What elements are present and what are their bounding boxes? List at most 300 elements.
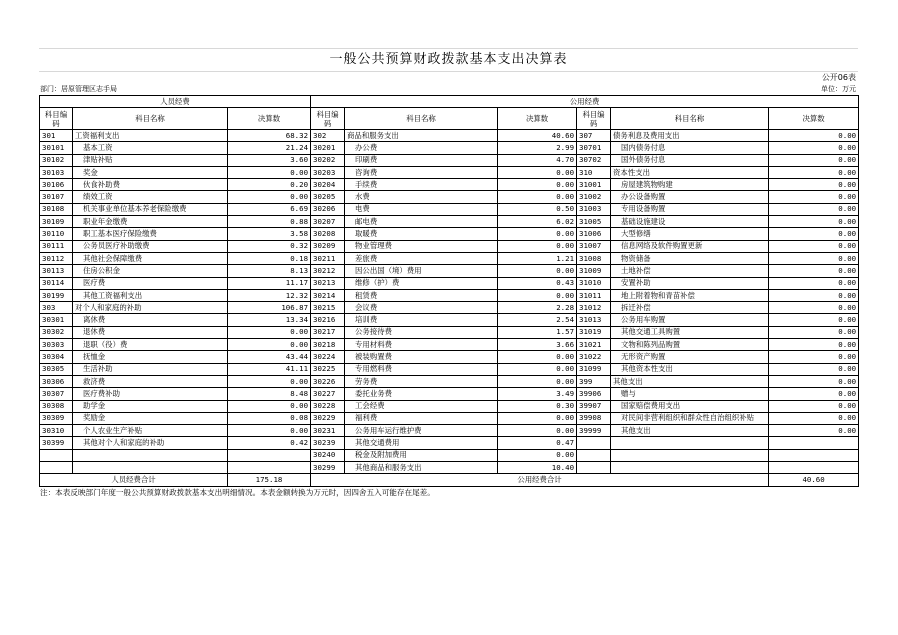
item-code: 30203 — [311, 166, 345, 178]
item-code: 30239 — [311, 437, 345, 449]
item-name: 对民间非营利组织和群众性自治组织补贴 — [611, 412, 769, 424]
item-name: 资本性支出 — [611, 166, 769, 178]
personnel-total-label: 人员经费合计 — [40, 474, 228, 486]
item-code — [40, 462, 73, 474]
item-amount: 0.00 — [498, 166, 577, 178]
item-code: 31008 — [577, 252, 611, 264]
item-name: 专用设备购置 — [611, 203, 769, 215]
item-amount: 0.00 — [498, 265, 577, 277]
item-amount: 0.00 — [769, 400, 859, 412]
item-code: 30227 — [311, 388, 345, 400]
item-code: 30240 — [311, 449, 345, 461]
item-amount: 0.00 — [769, 216, 859, 228]
item-code: 30202 — [311, 154, 345, 166]
item-name: 津贴补贴 — [73, 154, 228, 166]
item-name: 物业管理费 — [345, 240, 498, 252]
item-amount: 1.21 — [498, 252, 577, 264]
item-name: 水费 — [345, 191, 498, 203]
item-amount — [769, 462, 859, 474]
item-name: 其他支出 — [611, 425, 769, 437]
item-code: 30209 — [311, 240, 345, 252]
item-code: 30108 — [40, 203, 73, 215]
item-name: 福利费 — [345, 412, 498, 424]
item-name: 对个人和家庭的补助 — [73, 302, 228, 314]
item-code: 30211 — [311, 252, 345, 264]
item-code: 30208 — [311, 228, 345, 240]
table-row — [40, 289, 859, 301]
item-amount: 0.00 — [769, 142, 859, 154]
item-code: 31007 — [577, 240, 611, 252]
item-name: 机关事业单位基本养老保险缴费 — [73, 203, 228, 215]
item-code: 30302 — [40, 326, 73, 338]
table-row — [40, 351, 859, 363]
table-row — [40, 314, 859, 326]
item-amount: 0.00 — [228, 375, 311, 387]
item-name: 退职（役）费 — [73, 339, 228, 351]
item-amount: 0.32 — [228, 240, 311, 252]
item-name: 手续费 — [345, 179, 498, 191]
item-amount: 0.00 — [498, 363, 577, 375]
item-code: 301 — [40, 130, 73, 142]
item-code: 30225 — [311, 363, 345, 375]
item-code: 30207 — [311, 216, 345, 228]
personnel-group-header: 人员经费 — [40, 96, 311, 108]
item-amount: 3.58 — [228, 228, 311, 240]
item-code: 30701 — [577, 142, 611, 154]
item-code: 30224 — [311, 351, 345, 363]
item-name: 地上附着物和青苗补偿 — [611, 289, 769, 301]
table-row — [40, 400, 859, 412]
item-name: 物资储备 — [611, 252, 769, 264]
item-name: 助学金 — [73, 400, 228, 412]
table-row — [40, 130, 859, 142]
item-amount: 0.00 — [228, 339, 311, 351]
col-header-amount: 决算数 — [769, 108, 859, 130]
item-amount: 43.44 — [228, 351, 311, 363]
item-code: 31011 — [577, 289, 611, 301]
item-amount: 0.00 — [769, 289, 859, 301]
col-header-amount: 决算数 — [228, 108, 311, 130]
item-code — [40, 449, 73, 461]
item-amount — [228, 462, 311, 474]
item-amount: 0.00 — [769, 351, 859, 363]
item-amount: 11.17 — [228, 277, 311, 289]
col-header-name: 科目名称 — [345, 108, 498, 130]
item-code: 30216 — [311, 314, 345, 326]
item-amount: 40.60 — [498, 130, 577, 142]
unit-label: 单位：万元 — [821, 85, 856, 93]
item-name: 其他社会保障缴费 — [73, 252, 228, 264]
item-name — [611, 437, 769, 449]
item-code: 30212 — [311, 265, 345, 277]
department-label: 部门：居原管理区志手局 — [40, 85, 117, 93]
item-name: 印刷费 — [345, 154, 498, 166]
item-amount: 0.00 — [498, 412, 577, 424]
item-name: 会议费 — [345, 302, 498, 314]
table-row — [40, 449, 859, 461]
item-code: 31003 — [577, 203, 611, 215]
item-code: 30113 — [40, 265, 73, 277]
item-name: 其他支出 — [611, 375, 769, 387]
item-code: 31006 — [577, 228, 611, 240]
item-amount — [228, 449, 311, 461]
table-row — [40, 166, 859, 178]
col-header-code: 科目编码 — [40, 108, 73, 130]
item-code: 31022 — [577, 351, 611, 363]
table-row — [40, 179, 859, 191]
item-amount: 0.00 — [769, 326, 859, 338]
item-name: 专用燃料费 — [345, 363, 498, 375]
item-code: 39906 — [577, 388, 611, 400]
item-amount: 13.34 — [228, 314, 311, 326]
item-amount: 2.99 — [498, 142, 577, 154]
col-header-name: 科目名称 — [611, 108, 769, 130]
meta-row — [39, 84, 858, 95]
item-amount: 21.24 — [228, 142, 311, 154]
item-amount: 3.66 — [498, 339, 577, 351]
table-row — [40, 302, 859, 314]
item-amount: 0.00 — [228, 425, 311, 437]
item-name: 商品和服务支出 — [345, 130, 498, 142]
item-code: 31012 — [577, 302, 611, 314]
item-name: 其他商品和服务支出 — [345, 462, 498, 474]
item-code: 31001 — [577, 179, 611, 191]
item-name: 信息网络及软件购置更新 — [611, 240, 769, 252]
item-amount: 41.11 — [228, 363, 311, 375]
item-code: 30307 — [40, 388, 73, 400]
table-row — [40, 388, 859, 400]
item-name: 住房公积金 — [73, 265, 228, 277]
item-name: 其他资本性支出 — [611, 363, 769, 375]
item-code: 30101 — [40, 142, 73, 154]
item-amount: 0.42 — [228, 437, 311, 449]
item-name: 医疗费补助 — [73, 388, 228, 400]
item-code: 30201 — [311, 142, 345, 154]
item-name: 拆迁补偿 — [611, 302, 769, 314]
item-amount: 0.00 — [498, 191, 577, 203]
item-name: 文物和陈列品购置 — [611, 339, 769, 351]
report-sheet — [39, 48, 858, 499]
item-name: 房屋建筑物购建 — [611, 179, 769, 191]
item-name: 专用材料费 — [345, 339, 498, 351]
item-code: 302 — [311, 130, 345, 142]
item-amount: 0.00 — [498, 425, 577, 437]
item-amount: 3.49 — [498, 388, 577, 400]
item-code: 31099 — [577, 363, 611, 375]
table-code: 公开06表 — [821, 73, 856, 82]
item-amount: 0.00 — [769, 388, 859, 400]
item-code: 30228 — [311, 400, 345, 412]
item-name: 生活补助 — [73, 363, 228, 375]
item-amount: 0.00 — [769, 191, 859, 203]
item-name: 职工基本医疗保险缴费 — [73, 228, 228, 240]
item-name: 其他交通工具购置 — [611, 326, 769, 338]
item-amount: 4.70 — [498, 154, 577, 166]
item-name: 伙食补助费 — [73, 179, 228, 191]
item-name: 租赁费 — [345, 289, 498, 301]
group-header-row — [40, 96, 859, 108]
table-row — [40, 265, 859, 277]
table-row — [40, 462, 859, 474]
item-name — [73, 449, 228, 461]
table-body — [40, 130, 859, 474]
item-code: 39908 — [577, 412, 611, 424]
item-name: 国内债务付息 — [611, 142, 769, 154]
item-amount: 0.47 — [498, 437, 577, 449]
item-code: 30226 — [311, 375, 345, 387]
item-name: 邮电费 — [345, 216, 498, 228]
item-amount: 106.87 — [228, 302, 311, 314]
item-amount: 0.20 — [228, 179, 311, 191]
item-amount: 0.00 — [769, 302, 859, 314]
item-amount — [769, 449, 859, 461]
item-amount: 1.57 — [498, 326, 577, 338]
item-name: 公务员医疗补助缴费 — [73, 240, 228, 252]
table-row — [40, 437, 859, 449]
item-name: 个人农业生产补贴 — [73, 425, 228, 437]
item-code — [577, 449, 611, 461]
item-code: 30306 — [40, 375, 73, 387]
item-code: 30112 — [40, 252, 73, 264]
item-code: 31019 — [577, 326, 611, 338]
item-code: 310 — [577, 166, 611, 178]
item-code: 30310 — [40, 425, 73, 437]
item-code: 30304 — [40, 351, 73, 363]
item-name: 职业年金缴费 — [73, 216, 228, 228]
table-row — [40, 154, 859, 166]
item-amount: 0.08 — [228, 412, 311, 424]
item-code: 30106 — [40, 179, 73, 191]
item-amount: 0.00 — [228, 191, 311, 203]
col-header-code: 科目编码 — [577, 108, 611, 130]
item-amount: 2.28 — [498, 302, 577, 314]
item-code: 30204 — [311, 179, 345, 191]
item-code: 30399 — [40, 437, 73, 449]
item-name: 奖励金 — [73, 412, 228, 424]
item-name: 其他对个人和家庭的补助 — [73, 437, 228, 449]
item-name: 维修（护）费 — [345, 277, 498, 289]
item-amount: 6.69 — [228, 203, 311, 215]
item-name: 债务利息及费用支出 — [611, 130, 769, 142]
item-amount: 0.00 — [769, 203, 859, 215]
item-code: 307 — [577, 130, 611, 142]
item-amount: 0.00 — [498, 179, 577, 191]
item-amount: 0.00 — [769, 265, 859, 277]
item-name: 电费 — [345, 203, 498, 215]
item-code: 31021 — [577, 339, 611, 351]
table-row — [40, 277, 859, 289]
item-amount: 8.48 — [228, 388, 311, 400]
item-amount: 0.00 — [769, 339, 859, 351]
col-header-code: 科目编码 — [311, 108, 345, 130]
item-code: 303 — [40, 302, 73, 314]
item-amount: 0.00 — [228, 400, 311, 412]
item-code: 30114 — [40, 277, 73, 289]
item-name: 奖金 — [73, 166, 228, 178]
item-amount: 0.00 — [769, 228, 859, 240]
item-code: 30214 — [311, 289, 345, 301]
item-amount: 68.32 — [228, 130, 311, 142]
item-code: 30702 — [577, 154, 611, 166]
item-amount: 0.00 — [228, 166, 311, 178]
item-amount: 8.13 — [228, 265, 311, 277]
item-amount: 0.00 — [769, 179, 859, 191]
item-amount: 0.18 — [228, 252, 311, 264]
item-code: 31009 — [577, 265, 611, 277]
item-name: 绩效工资 — [73, 191, 228, 203]
item-amount: 0.88 — [228, 216, 311, 228]
item-amount: 0.00 — [769, 277, 859, 289]
item-code: 39999 — [577, 425, 611, 437]
item-name: 无形资产购置 — [611, 351, 769, 363]
item-amount: 0.00 — [769, 240, 859, 252]
item-code: 30217 — [311, 326, 345, 338]
table-row — [40, 216, 859, 228]
item-name: 培训费 — [345, 314, 498, 326]
item-name — [73, 462, 228, 474]
item-name: 退休费 — [73, 326, 228, 338]
item-code: 31005 — [577, 216, 611, 228]
item-amount: 0.30 — [498, 400, 577, 412]
table-row — [40, 425, 859, 437]
item-code: 30213 — [311, 277, 345, 289]
item-code: 30111 — [40, 240, 73, 252]
item-code: 30309 — [40, 412, 73, 424]
item-name: 税金及附加费用 — [345, 449, 498, 461]
item-amount — [769, 437, 859, 449]
item-code: 30110 — [40, 228, 73, 240]
item-amount: 0.00 — [498, 228, 577, 240]
item-code: 30299 — [311, 462, 345, 474]
item-amount: 0.00 — [498, 240, 577, 252]
table-row — [40, 142, 859, 154]
item-code: 30218 — [311, 339, 345, 351]
item-code — [577, 462, 611, 474]
table-row — [40, 191, 859, 203]
item-name: 取暖费 — [345, 228, 498, 240]
item-amount: 0.00 — [769, 166, 859, 178]
table-row — [40, 412, 859, 424]
item-name — [611, 462, 769, 474]
item-amount: 0.50 — [498, 203, 577, 215]
personnel-total-value: 175.18 — [228, 474, 311, 486]
public-total-label: 公用经费合计 — [311, 474, 769, 486]
item-code: 30229 — [311, 412, 345, 424]
item-name: 土地补偿 — [611, 265, 769, 277]
item-amount: 12.32 — [228, 289, 311, 301]
table-row — [40, 339, 859, 351]
item-amount: 0.00 — [498, 289, 577, 301]
item-name — [611, 449, 769, 461]
item-code: 30107 — [40, 191, 73, 203]
item-code — [577, 437, 611, 449]
item-amount: 0.00 — [769, 154, 859, 166]
table-row — [40, 363, 859, 375]
item-name: 委托业务费 — [345, 388, 498, 400]
item-amount: 0.00 — [769, 425, 859, 437]
item-name: 办公设备购置 — [611, 191, 769, 203]
item-code: 31010 — [577, 277, 611, 289]
item-code: 30303 — [40, 339, 73, 351]
item-name: 工会经费 — [345, 400, 498, 412]
item-amount: 0.00 — [498, 375, 577, 387]
footnote: 注：本表反映部门年度一般公共预算财政拨款基本支出明细情况。本表金额转换为万元时，因四舍五入可能存在尾差。 — [40, 487, 435, 497]
item-name: 咨询费 — [345, 166, 498, 178]
public-group-header: 公用经费 — [311, 96, 859, 108]
item-name: 大型修缮 — [611, 228, 769, 240]
item-name: 基本工资 — [73, 142, 228, 154]
item-name: 国外债务付息 — [611, 154, 769, 166]
table-row — [40, 326, 859, 338]
item-amount: 0.00 — [769, 314, 859, 326]
item-code: 31002 — [577, 191, 611, 203]
item-code: 30109 — [40, 216, 73, 228]
item-code: 30205 — [311, 191, 345, 203]
item-name: 差旅费 — [345, 252, 498, 264]
expenditure-table — [39, 95, 859, 487]
item-amount: 0.00 — [769, 130, 859, 142]
item-name: 其他交通费用 — [345, 437, 498, 449]
item-code: 30231 — [311, 425, 345, 437]
col-header-name: 科目名称 — [73, 108, 228, 130]
totals-row — [40, 474, 859, 486]
item-code: 399 — [577, 375, 611, 387]
item-name: 救济费 — [73, 375, 228, 387]
table-row — [40, 240, 859, 252]
item-name: 工资福利支出 — [73, 130, 228, 142]
item-code: 30206 — [311, 203, 345, 215]
item-amount: 3.60 — [228, 154, 311, 166]
item-name: 办公费 — [345, 142, 498, 154]
item-amount: 10.40 — [498, 462, 577, 474]
table-row — [40, 252, 859, 264]
item-code: 30308 — [40, 400, 73, 412]
col-header-amount: 决算数 — [498, 108, 577, 130]
item-code: 30103 — [40, 166, 73, 178]
item-amount: 0.00 — [769, 252, 859, 264]
item-amount: 0.00 — [769, 363, 859, 375]
item-name: 基础设施建设 — [611, 216, 769, 228]
item-amount: 0.00 — [769, 375, 859, 387]
item-amount: 0.00 — [498, 351, 577, 363]
item-amount: 6.02 — [498, 216, 577, 228]
item-name: 公务接待费 — [345, 326, 498, 338]
item-name: 医疗费 — [73, 277, 228, 289]
item-name: 劳务费 — [345, 375, 498, 387]
item-name: 公务用车购置 — [611, 314, 769, 326]
table-row — [40, 228, 859, 240]
item-name: 公务用车运行维护费 — [345, 425, 498, 437]
item-code: 30215 — [311, 302, 345, 314]
item-name: 抚恤金 — [73, 351, 228, 363]
item-name: 被装购置费 — [345, 351, 498, 363]
item-amount: 0.00 — [498, 449, 577, 461]
item-name: 安置补助 — [611, 277, 769, 289]
item-name: 其他工资福利支出 — [73, 289, 228, 301]
item-amount: 0.00 — [228, 326, 311, 338]
item-amount: 0.00 — [769, 412, 859, 424]
item-amount: 2.54 — [498, 314, 577, 326]
item-code: 30305 — [40, 363, 73, 375]
table-row — [40, 375, 859, 387]
item-name: 赠与 — [611, 388, 769, 400]
item-code: 30102 — [40, 154, 73, 166]
item-name: 离休费 — [73, 314, 228, 326]
column-header-row — [40, 108, 859, 130]
item-code: 30199 — [40, 289, 73, 301]
item-amount: 0.43 — [498, 277, 577, 289]
item-code: 30301 — [40, 314, 73, 326]
